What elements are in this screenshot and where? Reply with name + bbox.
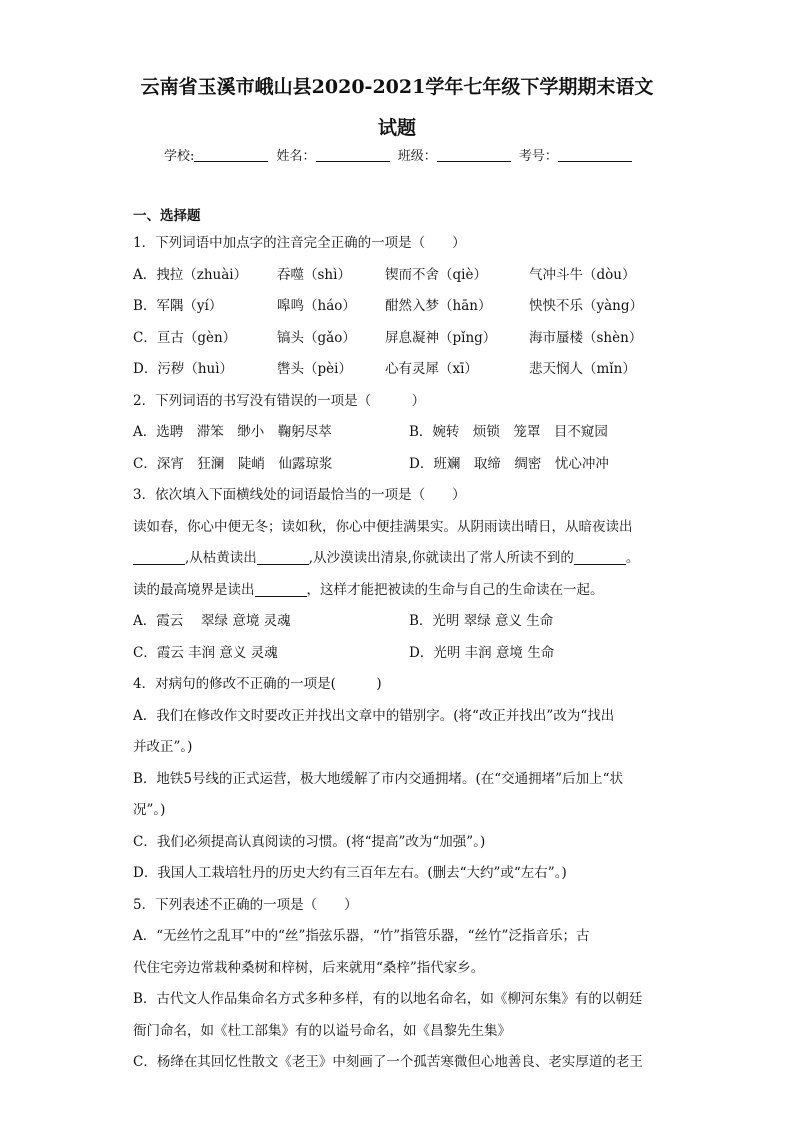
question-2-options-ab: [133, 417, 668, 449]
option-text: 嗥鸣（háo）: [277, 298, 356, 314]
option-text: 吞噬（shì）: [277, 266, 351, 283]
option-text: 气冲斗牛（dòu）: [529, 266, 636, 283]
question-3-passage-line-2: [133, 543, 668, 575]
question-3-stem: 3．依次填入下面横线处的词语最恰当的一项是（ ）: [133, 487, 466, 503]
option-text: A．霞云 翠绿 意境 灵魂: [133, 613, 291, 629]
class-label: 班级：: [397, 149, 437, 164]
option-text: C．深宵 狂澜 陡峭 仙露琼浆: [133, 455, 333, 472]
fill-blank[interactable]: [574, 549, 626, 565]
option-text: C．霞云 丰润 意义 灵魂: [133, 644, 278, 661]
option-text: D．光明 丰润 意境 生命: [409, 644, 555, 661]
question-5-stem: 5．下列表述不正确的一项是（ ）: [133, 896, 358, 913]
question-4-option-d: D．我国人工栽培牡丹的历史大约有三百年左右。(删去“大约”或“左右”。): [133, 865, 567, 881]
question-5-option-b-line-1: B．古代文人作品集命名方式多种多样，有的以地名命名，如《柳河东集》有的以朝廷: [133, 991, 643, 1007]
option-text: B．光明 翠绿 意义 生命: [409, 613, 554, 629]
option-text: 屏息凝神（pǐng）: [385, 329, 497, 346]
school-blank[interactable]: [194, 147, 268, 162]
option-text: A．拽拉（zhuài）: [133, 266, 248, 283]
question-1-option-c: [133, 323, 668, 355]
question-3-options-cd: [133, 638, 668, 670]
fill-blank[interactable]: [257, 549, 309, 565]
passage-text: 。: [625, 550, 640, 566]
question-2-options-cd: [133, 449, 668, 481]
fill-blank[interactable]: [133, 549, 185, 565]
option-text: 悲天悯人（mǐn）: [529, 361, 636, 377]
class-blank[interactable]: [437, 147, 511, 162]
option-text: B．军隅（yí）: [133, 298, 223, 314]
option-text: 酣然入梦（hān）: [385, 298, 492, 314]
question-4-stem: 4．对病句的修改不正确的一项是( ): [133, 676, 382, 692]
question-1-option-b: [133, 291, 668, 323]
passage-text: 读的最高境界是读出: [133, 581, 255, 598]
question-2-stem: 2．下列词语的书写没有错误的一项是（ ）: [133, 392, 426, 409]
question-5-option-a-line-2: 代住宅旁边常栽种桑树和梓树，后来就用“桑梓”指代家乡。: [133, 959, 485, 976]
question-5-option-b-line-2: 衙门命名，如《杜工部集》有的以谥号命名，如《昌黎先生集》: [133, 1022, 511, 1039]
question-4-option-b-line-1: B．地铁5号线的正式运营，极大地缓解了市内交通拥堵。(在“交通拥堵”后加上“状: [133, 770, 623, 787]
question-1-stem: 1．下列词语中加点字的注音完全正确的一项是（ ）: [133, 235, 466, 251]
passage-text: ,从枯黄读出: [185, 550, 257, 566]
option-text: B．婉转 烦锁 笼罩 目不窥园: [409, 424, 608, 440]
question-5-option-c-line-1: C．杨绛在其回忆性散文《老王》中刻画了一个孤苦寒微但心地善良、老实厚道的老王: [133, 1054, 643, 1070]
question-4-option-b-line-2: 况”。): [133, 802, 166, 818]
option-text: C．亘古（gèn）: [133, 329, 237, 346]
student-info-row: [164, 145, 636, 164]
title-line-2: 试题: [377, 117, 416, 139]
option-text: D．班斓 取缔 绸密 忧心冲冲: [409, 455, 609, 472]
school-label: 学校:: [164, 149, 195, 164]
option-text: D．污秽（huì）: [133, 361, 234, 377]
question-3-passage-line-3: [133, 575, 668, 607]
title-line-1: 云南省玉溪市峨山县2020-2021学年七年级下学期期末语文: [140, 76, 654, 98]
section-heading: 一、选择题: [133, 208, 201, 224]
option-text: 心有灵犀（xī）: [385, 361, 478, 377]
name-label: 姓名：: [276, 149, 316, 164]
option-text: A．选聘 滞笨 缈小 鞠躬尽萃: [133, 424, 332, 440]
option-text: 辔头（pèi）: [277, 361, 352, 377]
question-5-option-a-line-1: A．“无丝竹之乱耳”中的“丝”指弦乐器，“竹”指管乐器，“丝竹”泛指音乐；古: [133, 928, 590, 944]
option-text: 海市蜃楼（shèn）: [529, 329, 643, 346]
passage-text: ,从沙漠读出清泉,你就读出了常人所读不到的: [308, 550, 574, 566]
option-text: 镐头（gǎo）: [277, 329, 356, 346]
option-text: 怏怏不乐（yàng）: [529, 298, 644, 314]
question-4-option-a-line-2: 并改正”。): [133, 739, 193, 755]
question-3-options-ab: [133, 606, 668, 638]
passage-text: ，这样才能把被读的生命与自己的生命读在一起。: [306, 581, 604, 598]
question-4-option-c: C．我们必须提高认真阅读的习惯。(将“提高”改为“加强”。): [133, 833, 486, 850]
question-3-passage-line-1: 读如春，你心中便无冬；读如秋，你心中便挂满果实。从阴雨读出晴日，从暗夜读出: [133, 518, 633, 535]
exam-title: [120, 68, 674, 147]
question-1-option-a: [133, 260, 668, 292]
option-text: 锲而不舍（qiè）: [385, 266, 487, 283]
exam-content: [133, 204, 668, 1079]
name-blank[interactable]: [316, 147, 390, 162]
question-1-option-d: [133, 354, 668, 386]
fill-blank[interactable]: [255, 581, 307, 597]
question-4-option-a-line-1: A．我们在修改作文时要改正并找出文章中的错别字。(将“改正并找出”改为“找出: [133, 707, 615, 724]
exam-no-label: 考号：: [518, 149, 558, 164]
exam-no-blank[interactable]: [558, 147, 632, 162]
